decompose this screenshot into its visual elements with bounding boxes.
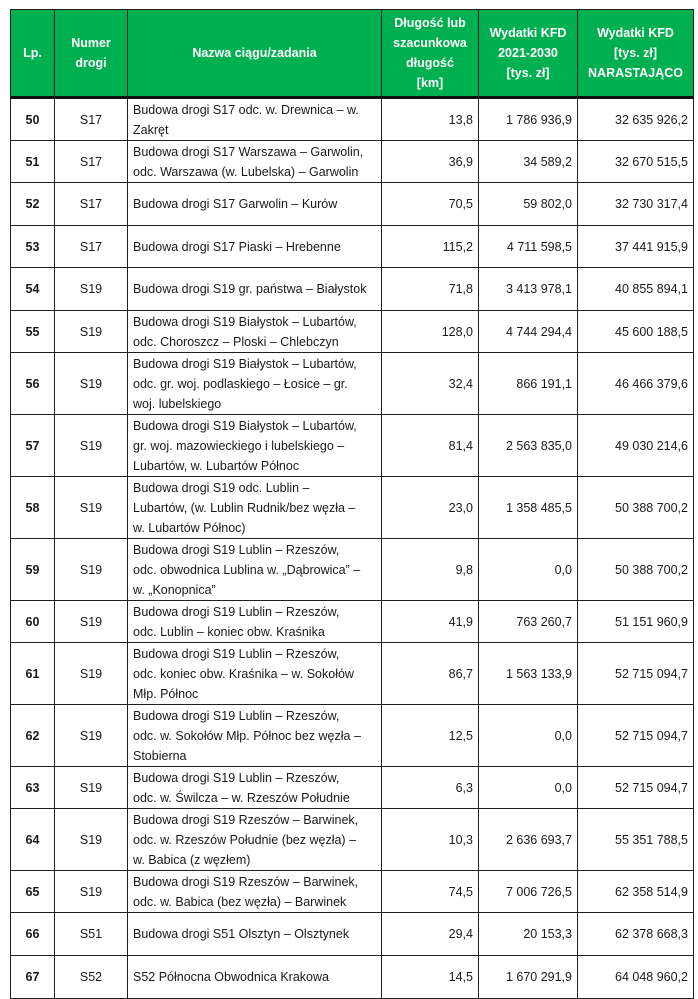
header-kfd-expenses: Wydatki KFD 2021-2030 [tys. zł] [479, 10, 578, 98]
length-km-cell: 41,9 [382, 601, 479, 643]
task-name-cell [128, 809, 382, 871]
row-lp-cell: 53 [11, 226, 55, 268]
length-km-cell: 14,5 [382, 956, 479, 999]
task-name-line: Młp. Północ [133, 686, 199, 701]
length-km-cell: 23,0 [382, 477, 479, 539]
table-row [11, 226, 694, 268]
kfd-cumulative-cell: 40 855 894,1 [578, 268, 694, 311]
row-lp-cell: 66 [11, 913, 55, 956]
task-name-cell [128, 477, 382, 539]
kfd-cumulative-cell: 52 715 094,7 [578, 767, 694, 809]
kfd-cumulative-cell: 45 600 188,5 [578, 311, 694, 353]
kfd-expenses-cell: 0,0 [479, 539, 578, 601]
task-name-line: odc. w. Rzeszów Południe (bez węzła) – [133, 832, 357, 847]
task-name-line: Budowa drogi S19 gr. państwa – Białystok [133, 282, 367, 296]
table-row [11, 809, 694, 871]
task-name-cell [128, 767, 382, 809]
row-lp-cell: 67 [11, 956, 55, 999]
task-name-cell [128, 226, 382, 268]
row-lp-cell: 52 [11, 183, 55, 226]
task-name-line: odc. obwodnica Lublina w. „Dąbrowica” – [133, 562, 361, 577]
task-name-line: Budowa drogi S19 Lublin – Rzeszów, [133, 604, 340, 619]
row-lp-cell: 60 [11, 601, 55, 643]
row-lp-cell: 54 [11, 268, 55, 311]
task-name-cell [128, 141, 382, 183]
table-row [11, 415, 694, 477]
task-name-line: Budowa drogi S19 Białystok – Lubartów, [133, 418, 357, 433]
task-name-line: Budowa drogi S17 Warszawa – Garwolin, [133, 144, 364, 159]
length-km-cell: 9,8 [382, 539, 479, 601]
task-name-line: odc. Choroszcz – Ploski – Chlebczyn [133, 334, 339, 349]
length-km-cell: 74,5 [382, 871, 479, 913]
kfd-expenses-cell: 7 006 726,5 [479, 871, 578, 913]
kfd-expenses-cell: 4 711 598,5 [479, 226, 578, 268]
task-name-line: Budowa drogi S19 Lublin – Rzeszów, [133, 646, 340, 661]
row-lp-cell: 62 [11, 705, 55, 767]
task-name-cell [128, 268, 382, 311]
task-name-line: w. „Konopnica” [133, 582, 216, 597]
task-name-line: Budowa drogi S51 Olsztyn – Olsztynek [133, 927, 350, 941]
row-lp-cell: 51 [11, 141, 55, 183]
row-lp-cell: 55 [11, 311, 55, 353]
task-name-line: odc. koniec obw. Kraśnika – w. Sokołów [133, 666, 354, 681]
task-name-cell [128, 956, 382, 999]
task-name-line: odc. Lublin – koniec obw. Kraśnika [133, 624, 325, 639]
kfd-cumulative-cell: 55 351 788,5 [578, 809, 694, 871]
kfd-expenses-cell: 59 802,0 [479, 183, 578, 226]
task-name-line: Budowa drogi S19 Lublin – Rzeszów, [133, 708, 340, 723]
length-km-cell: 13,8 [382, 98, 479, 141]
task-name-line: odc. w. Babica (bez węzła) – Barwinek [133, 894, 347, 909]
road-number-cell: S19 [55, 643, 128, 705]
task-name-line: gr. woj. mazowieckiego i lubelskiego – [133, 438, 345, 453]
table-row [11, 311, 694, 353]
task-name-cell [128, 311, 382, 353]
task-name-line: Budowa drogi S17 odc. w. Drewnica – w. [133, 102, 359, 117]
task-name-cell [128, 643, 382, 705]
row-lp-cell: 58 [11, 477, 55, 539]
row-lp-cell: 56 [11, 353, 55, 415]
length-km-cell: 6,3 [382, 767, 479, 809]
row-lp-cell: 59 [11, 539, 55, 601]
kfd-cumulative-cell: 51 151 960,9 [578, 601, 694, 643]
task-name-line: Budowa drogi S19 Białystok – Lubartów, [133, 314, 357, 329]
kfd-expenses-cell: 2 636 693,7 [479, 809, 578, 871]
kfd-cumulative-cell: 32 635 926,2 [578, 98, 694, 141]
header-road-number: Numer drogi [55, 10, 128, 98]
length-km-cell: 10,3 [382, 809, 479, 871]
kfd-expenses-cell: 866 191,1 [479, 353, 578, 415]
length-km-cell: 36,9 [382, 141, 479, 183]
kfd-expenses-cell: 0,0 [479, 767, 578, 809]
road-number-cell: S19 [55, 871, 128, 913]
row-lp-cell: 57 [11, 415, 55, 477]
kfd-cumulative-cell: 62 378 668,3 [578, 913, 694, 956]
table-row [11, 705, 694, 767]
length-km-cell: 71,8 [382, 268, 479, 311]
task-name-cell [128, 705, 382, 767]
kfd-expenses-cell: 2 563 835,0 [479, 415, 578, 477]
row-lp-cell: 50 [11, 98, 55, 141]
road-number-cell: S17 [55, 141, 128, 183]
road-number-cell: S19 [55, 311, 128, 353]
table-row [11, 141, 694, 183]
road-number-cell: S17 [55, 226, 128, 268]
kfd-expenses-cell: 1 358 485,5 [479, 477, 578, 539]
task-name-line: odc. gr. woj. podlaskiego – Łosice – gr. [133, 376, 348, 391]
road-number-cell: S19 [55, 601, 128, 643]
task-name-line: odc. w. Sokołów Młp. Północ bez węzła – [133, 728, 361, 743]
length-km-cell: 128,0 [382, 311, 479, 353]
kfd-cumulative-cell: 32 670 515,5 [578, 141, 694, 183]
table-row [11, 913, 694, 956]
task-name-cell [128, 353, 382, 415]
table-row [11, 183, 694, 226]
task-name-line: woj. lubelskiego [133, 396, 222, 411]
table-row [11, 767, 694, 809]
header-length: Długość lub szacunkowa długość [km] [382, 10, 479, 98]
road-number-cell: S19 [55, 767, 128, 809]
kfd-cumulative-cell: 49 030 214,6 [578, 415, 694, 477]
row-lp-cell: 65 [11, 871, 55, 913]
header-lp: Lp. [11, 10, 55, 98]
length-km-cell: 29,4 [382, 913, 479, 956]
table-row [11, 871, 694, 913]
task-name-line: w. Babica (z węzłem) [133, 852, 251, 867]
road-number-cell: S19 [55, 539, 128, 601]
task-name-line: Budowa drogi S19 Rzeszów – Barwinek, [133, 812, 359, 827]
kfd-expenses-cell: 20 153,3 [479, 913, 578, 956]
road-number-cell: S19 [55, 477, 128, 539]
row-lp-cell: 64 [11, 809, 55, 871]
length-km-cell: 86,7 [382, 643, 479, 705]
table-row [11, 956, 694, 999]
road-number-cell: S17 [55, 183, 128, 226]
table-row [11, 268, 694, 311]
task-name-line: w. Lubartów Północ) [133, 520, 246, 535]
kfd-cumulative-cell: 37 441 915,9 [578, 226, 694, 268]
kfd-expenses-cell: 34 589,2 [479, 141, 578, 183]
task-name-line: Lubartów, w. Lubartów Północ [133, 458, 300, 473]
length-km-cell: 115,2 [382, 226, 479, 268]
row-lp-cell: 61 [11, 643, 55, 705]
length-km-cell: 81,4 [382, 415, 479, 477]
table-row [11, 353, 694, 415]
road-number-cell: S52 [55, 956, 128, 999]
task-name-line: Lubartów, (w. Lublin Rudnik/bez węzła – [133, 500, 356, 515]
length-km-cell: 12,5 [382, 705, 479, 767]
header-task-name: Nazwa ciągu/zadania [128, 10, 382, 98]
kfd-cumulative-cell: 52 715 094,7 [578, 705, 694, 767]
road-investments-table [10, 9, 694, 999]
task-name-cell [128, 183, 382, 226]
task-name-cell [128, 98, 382, 141]
task-name-line: odc. w. Świlcza – w. Rzeszów Południe [133, 790, 350, 805]
length-km-cell: 70,5 [382, 183, 479, 226]
table-row [11, 539, 694, 601]
kfd-cumulative-cell: 50 388 700,2 [578, 539, 694, 601]
task-name-line: Budowa drogi S17 Garwolin – Kurów [133, 197, 338, 211]
kfd-expenses-cell: 3 413 978,1 [479, 268, 578, 311]
task-name-cell [128, 415, 382, 477]
task-name-line: Budowa drogi S19 Lublin – Rzeszów, [133, 542, 340, 557]
task-name-cell [128, 539, 382, 601]
task-name-line: Budowa drogi S19 Białystok – Lubartów, [133, 356, 357, 371]
task-name-line: Budowa drogi S19 Rzeszów – Barwinek, [133, 874, 359, 889]
kfd-cumulative-cell: 32 730 317,4 [578, 183, 694, 226]
table-row [11, 477, 694, 539]
row-lp-cell: 63 [11, 767, 55, 809]
task-name-cell [128, 871, 382, 913]
table-row [11, 601, 694, 643]
kfd-expenses-cell: 1 563 133,9 [479, 643, 578, 705]
kfd-expenses-cell: 0,0 [479, 705, 578, 767]
task-name-line: Zakręt [133, 122, 169, 137]
table-header-row [11, 10, 694, 98]
task-name-line: odc. Warszawa (w. Lubelska) – Garwolin [133, 164, 359, 179]
road-number-cell: S19 [55, 415, 128, 477]
kfd-cumulative-cell: 64 048 960,2 [578, 956, 694, 999]
road-number-cell: S51 [55, 913, 128, 956]
road-number-cell: S19 [55, 809, 128, 871]
table-row [11, 98, 694, 141]
kfd-expenses-cell: 1 786 936,9 [479, 98, 578, 141]
kfd-expenses-cell: 1 670 291,9 [479, 956, 578, 999]
task-name-cell [128, 913, 382, 956]
task-name-line: S52 Północna Obwodnica Krakowa [133, 970, 329, 984]
kfd-cumulative-cell: 50 388 700,2 [578, 477, 694, 539]
table-row [11, 643, 694, 705]
road-number-cell: S19 [55, 268, 128, 311]
kfd-cumulative-cell: 52 715 094,7 [578, 643, 694, 705]
road-number-cell: S19 [55, 353, 128, 415]
kfd-expenses-cell: 4 744 294,4 [479, 311, 578, 353]
kfd-cumulative-cell: 62 358 514,9 [578, 871, 694, 913]
task-name-cell [128, 601, 382, 643]
header-kfd-cumulative: Wydatki KFD [tys. zł] NARASTAJĄCO [578, 10, 694, 98]
task-name-line: Budowa drogi S17 Piaski – Hrebenne [133, 239, 341, 254]
kfd-cumulative-cell: 46 466 379,6 [578, 353, 694, 415]
table-body [11, 98, 694, 999]
road-number-cell: S17 [55, 98, 128, 141]
task-name-line: Budowa drogi S19 Lublin – Rzeszów, [133, 770, 340, 785]
length-km-cell: 32,4 [382, 353, 479, 415]
task-name-line: Budowa drogi S19 odc. Lublin – [133, 480, 310, 495]
kfd-expenses-cell: 763 260,7 [479, 601, 578, 643]
task-name-line: Stobierna [133, 748, 187, 763]
road-number-cell: S19 [55, 705, 128, 767]
